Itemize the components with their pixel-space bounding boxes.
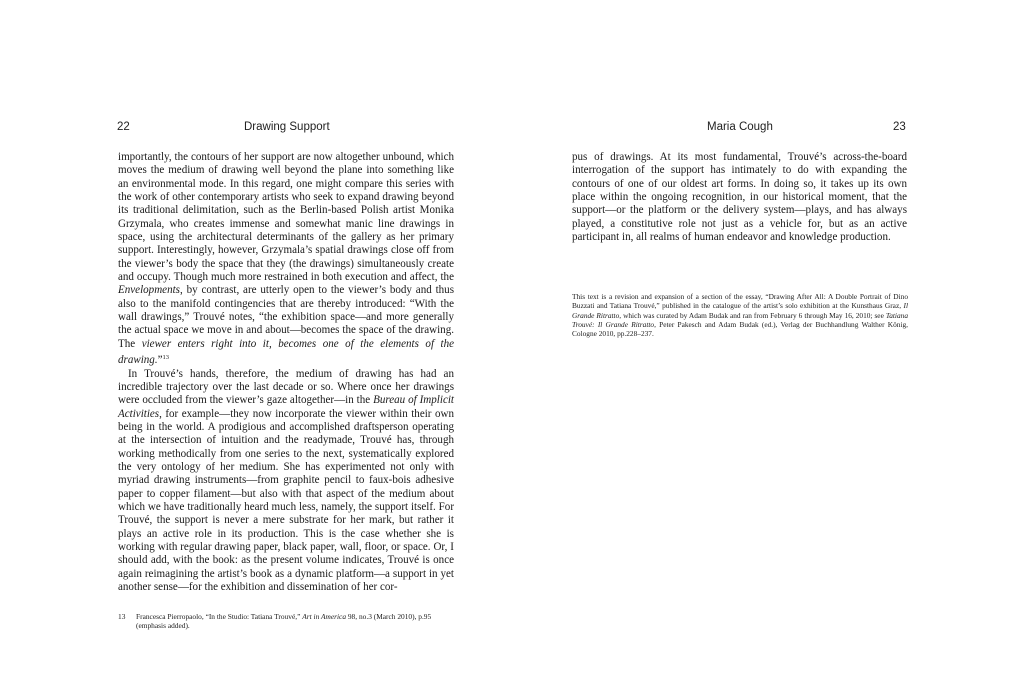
paragraph — [118, 368, 454, 595]
paragraph — [572, 151, 907, 244]
text-run: , by contrast, are utterly open to the viewer’s body and thus also to the manifold contingencies that are thereby introduced: “With the wall drawings,” Trouvé notes, “the exhibition space—and more generally the actual space we move in and about—becomes the space of the drawing. The — [118, 284, 454, 350]
text-run: importantly, the contours of her support are now altogether unbound, which moves the medium of drawing well beyond the plane into something like an environmental mode. In this regard, one might compare this series with the work of other contemporary artists who seek to expand drawing beyond its traditional delimitation, such as the Berlin-based Polish artist Monika Grzymala, who creates immense and somewhat manic line drawings in space, using the architectural determinants of the gallery as her primary support. Interestingly, however, Grzymala’s spatial drawings close off from the viewer’s body the space that they (the drawings) simultaneously create and occupy. Though much more restrained in both execution and affect, the — [118, 151, 454, 284]
footnote-text — [136, 612, 454, 631]
italic-text: Bureau of Implicit Activities — [118, 394, 454, 420]
text-run: , for example—they now incorporate the viewer within their own being in the world. A prodigious and accomplished draftsperson operating at the intersection of intuition and the readymade, Trouvé has, through working methodically from one series to the next, systematically explored the very ontology of her medium. She has experimented not only with myriad drawing instruments—from graphite pencil to faux-bois adhesive paper to copper filament—but also with that aspect of the medium about which we have traditionally heard much less, namely, the support itself. For Trouvé, the support is never a mere substrate for her mark, but rather it plays an active role in its production. This is the case whether she is working with regular drawing paper, black paper, wall, floor, or space. Or, I should add, with the book: as the present volume indicates, Trouvé is once again reimagining the artist’s book as a dynamic platform—a support in yet another sense—for the exhibition and dissemination of her cor- — [118, 407, 454, 593]
running-head-left: Drawing Support — [244, 121, 330, 133]
footnote-ref: 13 — [162, 354, 169, 362]
page-number-left: 22 — [117, 121, 130, 133]
left-body-text — [118, 151, 454, 594]
footnote-number: 13 — [118, 612, 126, 621]
text-run: This text is a revision and expansion of a section of the essay, “Drawing After All: A Double Portrait of Dino Buzzati and Tatiana Trouvé,” published in the catalogue of the artist’s solo exhibition at the Kunsthaus Graz, — [572, 292, 908, 311]
footnote-13 — [118, 612, 454, 631]
text-run: pus of drawings. At its most fundamental, Trouvé’s across-the-board interrogation of the support has intimately to do with expanding the contours of one of our oldest art forms. In doing so, it takes up its own place within the ongoing recognition, in our historical moment, that the support—or the platform or the delivery system—plays, and has always played, a constitutive role not just as a vehicle for, but as an active participant in, all realms of human endeavor and knowledge production. — [572, 151, 907, 244]
italic-text: Envelopments — [118, 284, 180, 297]
paragraph — [118, 151, 454, 368]
right-body-text — [572, 151, 907, 244]
italic-text: Art in America — [302, 612, 347, 621]
source-note — [572, 292, 908, 338]
text-run: , which was curated by Adam Budak and ran from February 6 through May 16, 2010; see — [619, 310, 886, 320]
running-head-right: Maria Cough — [707, 121, 773, 133]
text-run: 98, no.3 (March 2010), p.95 (emphasis added). — [136, 612, 432, 631]
text-run: Francesca Pierropaolo, “In the Studio: Tatiana Trouvé,” — [136, 612, 303, 621]
page-number-right: 23 — [893, 121, 906, 133]
text-run: In Trouvé’s hands, therefore, the medium of drawing has had an incredible trajectory over the last decade or so. Where once her drawings were occluded from the viewer’s gaze altogether—in the — [118, 367, 454, 407]
text-run: ” — [157, 354, 163, 367]
italic-text: Tatiana Trouvé: Il Grande Ritratto — [572, 310, 908, 329]
italic-text: viewer enters right into it, becomes one of the elements of the drawing. — [118, 337, 455, 367]
text-run: , Peter Pakesch and Adam Budak (ed.), Verlag der Buchhandlung Walther König, Cologne 2010, pp.228–237. — [572, 319, 908, 339]
italic-text: Il Grande Ritratto — [572, 301, 908, 320]
